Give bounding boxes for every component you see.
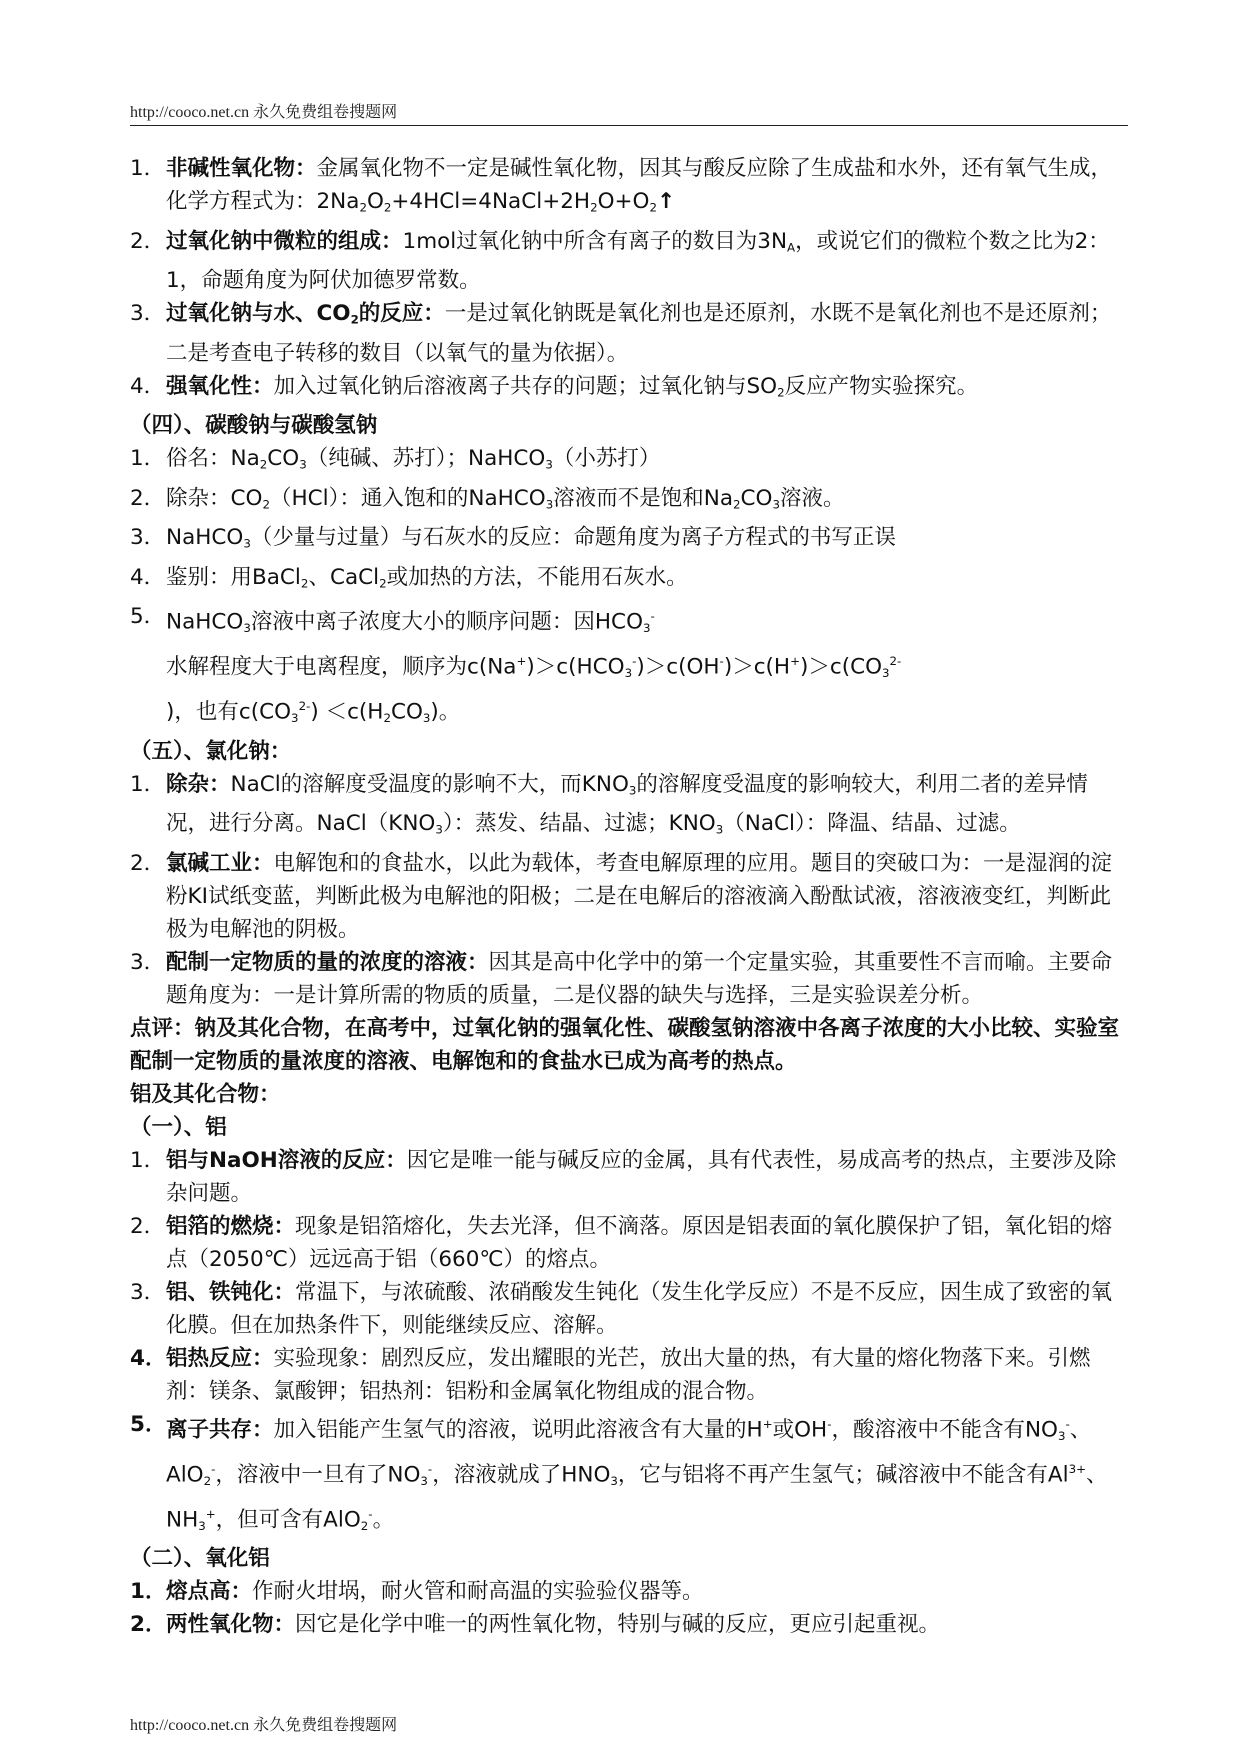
section-heading: （一）、铝 (130, 1114, 227, 1140)
text-run: 加入过氧化钠后溶液离子共存的问题；过氧化钠与SO (273, 373, 778, 399)
text-run: 因它是化学中唯一的两性氧化物，特别与碱的反应，更应引起重视。 (295, 1612, 941, 1638)
text-run: 作耐火坩埚，耐火管和耐高温的实验验仪器等。 (252, 1579, 704, 1605)
text-run: 金属氧化物不一定是碱性氧化物，因其与酸反应除了生成盐和水外，还有氧气生成，化学方程式为：2Na (166, 156, 1113, 214)
item-number: 2． (130, 485, 166, 511)
list-item (130, 152, 1130, 225)
list-item (130, 1144, 1130, 1210)
text-run: CO (740, 485, 773, 511)
item-number: 2． (130, 1612, 167, 1638)
text-run: )＞c(CO (799, 654, 883, 680)
superscript: 3+ (1068, 1461, 1086, 1476)
text-run: 鉴别：用BaCl (166, 564, 301, 590)
list-item (130, 1575, 1130, 1608)
text-run: （HCl）：通入饱和的NaHCO (269, 485, 546, 511)
subscript: 2 (262, 497, 270, 512)
text-run: 。 (372, 1506, 395, 1532)
item-number: 1． (130, 156, 166, 181)
text-run: )＞c(OH (636, 654, 720, 680)
text-run: 离子共存： (166, 1417, 274, 1443)
list-item (130, 768, 1130, 847)
superscript: - (719, 654, 724, 669)
item-number: 1． (130, 1579, 167, 1605)
subscript: 2 (383, 710, 391, 725)
section-heading: （五）、氯化钠： (130, 738, 292, 764)
text-run: 反应产物实验探究。 (784, 373, 979, 399)
header-site: http://cooco.net.cn 永久免费组卷搜题网 (130, 104, 398, 121)
item-number: 5． (130, 1411, 167, 1437)
subscript: 3 (715, 822, 724, 837)
item-number: 1． (130, 771, 166, 797)
section-heading: （四）、碳酸钠与碳酸氢钠 (130, 413, 378, 439)
text-run: 加入铝能产生氢气的溶液，说明此溶液含有大量的H (273, 1417, 763, 1443)
subscript: 3 (420, 1473, 428, 1488)
text-run: NaHCO (166, 525, 244, 551)
superscript: - (211, 1461, 216, 1476)
text-run: 溶液。 (779, 485, 845, 511)
subscript: 2 (777, 385, 785, 400)
list-item (130, 561, 1130, 601)
superscript: - (632, 654, 637, 669)
subscript: 3 (628, 783, 637, 798)
list-item (130, 225, 1130, 298)
item-number: 2． (130, 850, 166, 876)
text-run: ，它与铝将不再产生氢气；碱溶液中不能含有Al (617, 1461, 1069, 1487)
text-run: ，溶液中一旦有了NO (215, 1461, 421, 1487)
text-run: 除杂：CO (166, 485, 263, 511)
text-run: +4HCl=4NaCl+2H (391, 189, 591, 214)
superscript: - (1065, 1416, 1070, 1431)
item-number: 2． (130, 1213, 166, 1239)
text-run: 强氧化性： (166, 373, 274, 399)
text-run: （小苏打） (552, 446, 661, 472)
list-item (130, 1408, 1130, 1542)
superscript: - (827, 1416, 832, 1431)
text-run: 熔点高： (166, 1579, 253, 1605)
list-item (130, 1608, 1130, 1641)
superscript: + (762, 1416, 773, 1431)
subscript: 3 (299, 457, 307, 472)
item-number: 5． (130, 604, 166, 630)
list-item (130, 442, 1130, 482)
text-run: 现象是铝箔熔化，失去光泽，但不滴落。原因是铝表面的氧化膜保护了铝，氧化铝的熔点（2050℃）远远高于铝（660℃）的熔点。 (166, 1213, 1113, 1272)
text-run: NaHCO (166, 609, 244, 635)
text-run: （NaCl）：降温、结晶、过滤。 (723, 811, 1021, 837)
text-run: )＞c(HCO (526, 654, 625, 680)
text-run: ，但可含有AlO (215, 1506, 361, 1532)
text-run: 或OH (772, 1417, 828, 1443)
text-run: 1mol过氧化钠中所含有离子的数目为3N (402, 228, 788, 254)
text-run: O (366, 189, 384, 214)
list-item (130, 600, 1130, 734)
subscript: 2 (649, 200, 657, 215)
text-run: 、CaCl (308, 564, 380, 590)
text-run: 因它是唯一能与碱反应的金属，具有代表性，易成高考的热点，主要涉及除杂问题。 (166, 1147, 1117, 1206)
subscript: 3 (624, 666, 633, 680)
subscript: 2 (733, 497, 741, 512)
list-item (130, 847, 1130, 946)
superscript: - (427, 1461, 433, 1476)
text-run: 铝箔的燃烧： (166, 1213, 296, 1239)
list-item (130, 1276, 1130, 1342)
subscript: 2 (590, 200, 598, 215)
text-run: 铝、铁钝化： (166, 1279, 296, 1305)
subscript: 2 (383, 200, 392, 215)
text-run: 一是过氧化钠既是氧化剂也是还原剂，水既不是氧化剂也不是还原剂；二是考查电子转移的数目（以氧气的量为依据）。 (166, 301, 1112, 366)
subscript: A (787, 240, 796, 255)
subscript: 3 (243, 621, 251, 636)
text-run: 除杂： (166, 771, 231, 797)
subscript: 3 (422, 710, 431, 725)
text-run: 过氧化钠与水、CO (166, 301, 351, 327)
text-run: （少量与过量）与石灰水的反应：命题角度为离子方程式的书写正误 (250, 525, 896, 551)
text-run: 实验现象：剧烈反应，发出耀眼的光芒，放出大量的热，有大量的熔化物落下来。引燃剂：镁条、氯酸钾；铝热剂：铝粉和金属氧化物组成的混合物。 (166, 1345, 1091, 1404)
item-number: 3． (130, 525, 166, 551)
subscript: 3 (610, 1473, 618, 1488)
subscript: 2 (300, 576, 309, 591)
text-run: 过氧化钠中微粒的组成： (166, 228, 403, 254)
item-number: 3． (130, 949, 166, 975)
superscript: + (205, 1506, 216, 1521)
superscript: 2- (298, 699, 311, 713)
text-run: 溶液而不是饱和Na (553, 485, 733, 511)
text-run: 的反应： (358, 301, 445, 327)
text-run: 铝热反应： (166, 1345, 274, 1371)
text-run: 氯碱工业： (166, 850, 274, 876)
subscript: 2 (360, 1518, 369, 1533)
subscript: 3 (545, 457, 553, 472)
list-item (130, 482, 1130, 522)
text-run: ，溶液就成了HNO (432, 1461, 611, 1487)
superscript: - (650, 609, 655, 624)
text-run: O+O (597, 189, 650, 214)
text-run: 溶液中离子浓度大小的顺序问题：因HCO (250, 609, 643, 635)
text-run: CO (390, 699, 423, 725)
subscript: 3 (1057, 1428, 1066, 1443)
list-item (130, 1342, 1130, 1408)
subscript: 3 (243, 536, 251, 551)
subscript: 2 (379, 576, 387, 591)
page-header (130, 99, 1128, 126)
subscript: 3 (545, 497, 554, 512)
text-run: （纯碱、苏打）；NaHCO (306, 446, 546, 472)
list-item (130, 297, 1130, 370)
review-note: 点评：钠及其化合物，在高考中，过氧化钠的强氧化性、碳酸氢钠溶液中各离子浓度的大小比较、实验室配制一定物质的量浓度的溶液、电解饱和的食盐水已成为高考的热点。 (130, 1015, 1120, 1074)
item-number: 4． (130, 1345, 167, 1371)
subscript: 2 (259, 457, 268, 472)
item-number: 3． (130, 301, 166, 327)
footer-site: http://cooco.net.cn 永久免费组卷搜题网 (130, 1717, 398, 1734)
subscript: 3 (643, 621, 651, 636)
text-run: ，酸溶液中不能含有NO (831, 1417, 1058, 1443)
subscript: 3 (291, 710, 299, 725)
section-heading: （二）、氧化铝 (130, 1546, 270, 1572)
list-item (130, 521, 1130, 561)
list-item (130, 946, 1130, 1012)
text-run: 两性氧化物： (166, 1612, 296, 1638)
up-arrow-icon: ↑ (656, 189, 675, 214)
text-run: 或加热的方法，不能用石灰水。 (386, 564, 688, 590)
item-number: 1． (130, 1147, 166, 1173)
item-number: 4． (130, 373, 166, 399)
text-run: ）：蒸发、结晶、过滤；KNO (442, 811, 716, 837)
text-run: 配制一定物质的量的浓度的溶液： (166, 949, 489, 975)
superscript: + (516, 654, 527, 669)
text-run: NaCl的溶解度受温度的影响不大，而KNO (230, 771, 629, 797)
text-run: CO (267, 446, 300, 472)
text-run: 水解程度大于电离程度，顺序为c(Na (166, 654, 517, 680)
item-number: 4． (130, 564, 166, 590)
superscript: 2- (889, 654, 902, 669)
item-number: 1． (130, 446, 166, 472)
subscript: 3 (435, 822, 443, 837)
text-run: )＞c(H (723, 654, 791, 680)
page-footer (130, 1712, 1128, 1735)
superscript: + (790, 654, 800, 669)
text-run: 电解饱和的食盐水，以此为载体，考查电解原理的应用。题目的突破口为：一是湿润的淀粉KI试纸变蓝，判断此极为电解池的阳极；二是在电解后的溶液滴入酚酞试液，溶液液变红，判断此极为电解池的阴极。 (166, 850, 1113, 942)
text-run: ，或说它们的微粒个数之比为2：1，命题角度为阿伏加德罗常数。 (166, 228, 1110, 294)
chapter-title: 铝及其化合物： (130, 1081, 281, 1107)
item-number: 3． (130, 1279, 166, 1305)
superscript: - (368, 1506, 373, 1521)
subscript: 2 (359, 200, 367, 215)
text-run: 的溶解度受温度的影响较大，利用二者的差异情况，进行分离。NaCl（KNO (166, 771, 1088, 837)
list-item (130, 370, 1130, 410)
text-run: 因其是高中化学中的第一个定量实验，其重要性不言而喻。主要命题角度为：一是计算所需的物质的质量，二是仪器的缺失与选择，三是实验误差分析。 (166, 949, 1113, 1008)
item-number: 2． (130, 228, 166, 254)
text-run: 铝与NaOH溶液的反应： (166, 1147, 407, 1173)
text-run: 俗名：Na (166, 446, 260, 472)
text-run: )，也有c(CO (166, 699, 292, 725)
text-run: ) ＜c(H (310, 699, 384, 725)
subscript: 3 (198, 1518, 206, 1533)
text-run: 、AlO (166, 1417, 1092, 1487)
subscript: 3 (772, 497, 780, 512)
list-item (130, 1210, 1130, 1276)
text-run: )。 (430, 699, 461, 725)
subscript: 2 (350, 312, 359, 327)
subscript: 2 (203, 1473, 212, 1488)
text-run: 非碱性氧化物： (166, 156, 317, 181)
text-run: 、NH (166, 1461, 1108, 1532)
subscript: 3 (882, 666, 890, 680)
text-run: 常温下，与浓硫酸、浓硝酸发生钝化（发生化学反应）不是不反应，因生成了致密的氧化膜。但在加热条件下，则能继续反应、溶解。 (166, 1279, 1113, 1338)
document-body (130, 152, 1130, 1641)
